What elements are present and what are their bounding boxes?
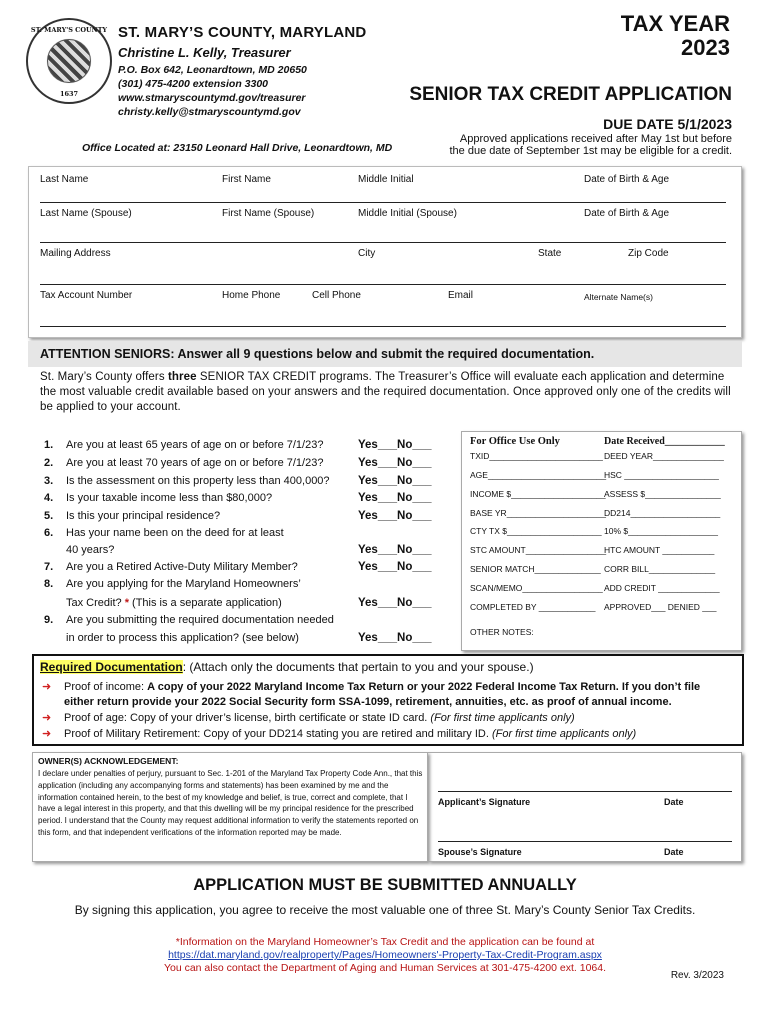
homeowner-credit-link[interactable]: https://dat.maryland.gov/realproperty/Pages/Homeowners'-Property-Tax-Credit-Program.aspx (168, 949, 602, 961)
tax-year-label: TAX YEAR (620, 11, 730, 36)
office-use-title: For Office Use Only (470, 436, 560, 447)
account-contact-field[interactable] (40, 326, 726, 327)
signature-box (428, 752, 742, 862)
aging-contact-info: You can also contact the Department of Aging and Human Services at 301-475-4200 ext. 1064. (163, 962, 607, 974)
phone-line: (301) 475-4200 extension 3300 (118, 78, 269, 90)
question-number: 9. (44, 614, 54, 626)
tax-year-value: 2023 (681, 35, 730, 61)
q9-yes-no[interactable]: Yes___No___ (358, 632, 432, 644)
question-number: 2. (44, 457, 54, 469)
last-name-label: Last Name (40, 174, 89, 185)
office-field-cty-tx: CTY TX $____________________ (470, 526, 602, 536)
late-approval-note (432, 133, 732, 157)
required-docs-instructions: : (Attach only the documents that pertain to you and your spouse.) (182, 660, 534, 674)
question-2 (44, 457, 323, 469)
office-location: Office Located at: 23150 Leonard Hall Drive, Leonardtown, MD (82, 142, 393, 154)
question-text: Has your name been on the deed for at least (66, 527, 284, 539)
agreement-text: By signing this application, you agree to receive the most valuable one of three St. Mary’s County Senior Tax Credits. (74, 903, 696, 917)
spouse-signature-label: Spouse’s Signature (438, 847, 522, 857)
question-8 (44, 578, 301, 590)
office-field-txid: TXID________________________ (470, 451, 603, 461)
question-8-cont (44, 597, 282, 609)
intro-paragraph (40, 370, 740, 415)
attention-banner (28, 341, 742, 367)
dob-label: Date of Birth & Age (584, 174, 670, 185)
question-number: 4. (44, 492, 54, 504)
spouse-signature-line[interactable] (438, 841, 732, 842)
page-title: SENIOR TAX CREDIT APPLICATION (409, 84, 732, 105)
question-text: in order to process this application? (see below) (66, 632, 299, 644)
question-7 (44, 561, 298, 573)
office-field-dd214: DD214___________________ (604, 508, 721, 518)
question-text: Is the assessment on this property less than 400,000? (66, 475, 330, 487)
due-date: DUE DATE 5/1/2023 (603, 116, 732, 132)
website-line: www.stmaryscountymd.gov/treasurer (118, 92, 306, 104)
question-6 (44, 527, 284, 539)
office-field-hsc: HSC ____________________ (604, 470, 719, 480)
question-number: 5. (44, 510, 54, 522)
address-line: P.O. Box 642, Leonardtown, MD 20650 (118, 64, 307, 76)
zip-label: Zip Code (628, 248, 669, 259)
revision-date: Rev. 3/2023 (670, 970, 724, 981)
spouse-date-label: Date (664, 847, 684, 857)
question-text: Are you submitting the required documentation needed (66, 614, 334, 626)
office-field-stc-amount: STC AMOUNT_________________ (470, 545, 607, 555)
question-6-cont (44, 544, 114, 556)
proof-age-item (42, 711, 575, 724)
office-field-scan-memo: SCAN/MEMO_________________ (470, 583, 603, 593)
office-field-htc-amount: HTC AMOUNT ___________ (604, 545, 715, 555)
office-field-deed-year: DEED YEAR_______________ (604, 451, 724, 461)
state-label: State (538, 248, 562, 259)
question-text: Is this your principal residence? (66, 510, 221, 522)
question-9 (44, 614, 334, 626)
intro-bold: three (167, 371, 197, 383)
applicant-signature-line[interactable] (438, 791, 732, 792)
attention-heading: ATTENTION SENIORS: Answer all 9 questions below and submit the required documentation. (40, 347, 595, 361)
date-received-field: Date Received____________ (604, 436, 725, 447)
question-text: Are you a Retired Active-Duty Military Member? (66, 561, 298, 573)
proof-income-text-2: either return provide your 2022 Social Security form SSA-1099, retirement, annuities, etc. as proof of annual income. (64, 696, 672, 708)
q1-yes-no[interactable]: Yes___No___ (358, 439, 432, 451)
q6-yes-no[interactable]: Yes___No___ (358, 544, 432, 556)
spouse-dob-label: Date of Birth & Age (584, 208, 670, 219)
homeowner-credit-info: *Information on the Maryland Homeowner’s Tax Credit and the application can be found at (175, 936, 595, 948)
question-text: Is your taxable income less than $80,000? (66, 492, 273, 504)
separate-app-star: * (124, 597, 129, 609)
question-5 (44, 510, 220, 522)
required-docs-heading: Required Documentation (40, 660, 183, 674)
q3-yes-no[interactable]: Yes___No___ (358, 475, 432, 487)
treasurer-name: Christine L. Kelly, Treasurer (118, 45, 291, 60)
question-number: 6. (44, 527, 54, 539)
proof-military-note: (For first time applicants only) (491, 728, 637, 740)
applicant-date-label: Date (664, 797, 684, 807)
q7-yes-no[interactable]: Yes___No___ (358, 561, 432, 573)
question-number: 7. (44, 561, 54, 573)
homeowner-credit-link-row (0, 949, 770, 961)
spouse-middle-initial-label: Middle Initial (Spouse) (358, 208, 457, 219)
office-field-senior-match: SENIOR MATCH______________ (470, 564, 601, 574)
proof-military-item (42, 727, 636, 740)
office-use-box (461, 431, 742, 651)
red-arrow-icon: ➜ (42, 681, 52, 693)
red-arrow-icon: ➜ (42, 728, 52, 740)
proof-income-item (42, 680, 700, 693)
proof-age-note: (For first time applicants only) (430, 712, 575, 724)
applicant-name-field[interactable] (40, 202, 726, 203)
city-label: City (358, 248, 376, 259)
question-number: 3. (44, 475, 54, 487)
owner-ack-title: OWNER(S) ACKNOWLEDGEMENT: (38, 756, 179, 766)
question-3 (44, 475, 330, 487)
proof-age-text: Proof of age: Copy of your driver’s license, birth certificate or state ID card. (64, 712, 431, 724)
late-approval-line-2: the due date of September 1st may be eligible for a credit. (449, 145, 732, 158)
seal-year-text: 1637 (59, 90, 79, 98)
owner-ack-text: I declare under penalties of perjury, pursuant to Sec. 1-201 of the Maryland Tax Property Code Ann., that this application (including any accompanying forms and statements) has been examined by me and the information contained herein, to the best of my knowledge and belief, is true, correct and complete, that I have a legal interest in this property, and that this dwelling will be my principal residence for the prescribed period. I understand that the County may request additional information to verify the statements reported on this form, and that independent verifications of the information reported may be made. (38, 769, 423, 838)
intro-text-rest: SENIOR TAX CREDIT programs. The Treasurer’s Office will evaluate each application and determine the most valuable credit available based on your answers and the required documentation. Once approved only one of the credits will be applied to your account. (40, 371, 731, 413)
address-field[interactable] (40, 284, 726, 285)
spouse-name-field[interactable] (40, 242, 726, 243)
email-label: Email (448, 290, 474, 301)
question-4 (44, 492, 272, 504)
tax-account-label: Tax Account Number (40, 290, 133, 301)
tax-year (621, 12, 730, 60)
spouse-last-name-label: Last Name (Spouse) (40, 208, 132, 219)
office-field-completed-by: COMPLETED BY ____________ (470, 602, 596, 612)
seal-top-text: ST. MARY'S COUNTY (30, 26, 108, 34)
separate-app-note: (This is a separate application) (128, 597, 282, 609)
office-field-income: INCOME $____________________ (470, 489, 606, 499)
proof-income-label: Proof of income: (64, 681, 148, 693)
office-field-ten-percent: 10% $___________________ (604, 526, 718, 536)
question-1 (44, 439, 323, 451)
submit-annually-heading: APPLICATION MUST BE SUBMITTED ANNUALLY (193, 876, 577, 894)
required-docs-title (40, 660, 534, 674)
office-field-base-yr: BASE YR_____________________ (470, 508, 606, 518)
question-9-cont (44, 632, 299, 644)
question-text: Are you at least 70 years of age on or before 7/1/23? (66, 457, 324, 469)
intro-text-start: St. Mary’s County offers (40, 371, 168, 383)
q5-yes-no[interactable]: Yes___No___ (358, 510, 432, 522)
office-field-corr-bill: CORR BILL______________ (604, 564, 716, 574)
question-number: 8. (44, 578, 54, 590)
question-number: 1. (44, 439, 54, 451)
mailing-address-label: Mailing Address (40, 248, 111, 259)
late-approval-line-1: Approved applications received after May 1st but before (459, 133, 732, 145)
county-name: ST. MARY’S COUNTY, MARYLAND (118, 24, 367, 41)
office-field-add-credit: ADD CREDIT _____________ (604, 583, 720, 593)
proof-military-text: Proof of Military Retirement: Copy of your DD214 stating you are retired and military ID. (64, 728, 492, 740)
cell-phone-label: Cell Phone (312, 290, 361, 301)
office-field-approved-denied: APPROVED___ DENIED ___ (604, 602, 717, 612)
office-field-assess: ASSESS $________________ (604, 489, 721, 499)
home-phone-label: Home Phone (222, 290, 281, 301)
office-other-notes: OTHER NOTES: (470, 627, 534, 637)
seal-shield-icon (47, 39, 91, 83)
question-text: Are you at least 65 years of age on or before 7/1/23? (66, 439, 324, 451)
applicant-signature-label: Applicant’s Signature (438, 797, 531, 807)
question-text: Tax Credit? (66, 597, 122, 609)
alternate-names-label: Alternate Name(s) (584, 292, 653, 302)
red-arrow-icon: ➜ (42, 712, 52, 724)
first-name-label: First Name (222, 174, 271, 185)
middle-initial-label: Middle Initial (358, 174, 414, 185)
q4-yes-no[interactable]: Yes___No___ (358, 492, 432, 504)
q8-yes-no[interactable]: Yes___No___ (358, 597, 432, 609)
office-field-age: AGE_________________________ (470, 470, 607, 480)
question-text: Are you applying for the Maryland Homeowners’ (66, 578, 301, 590)
proof-income-text: A copy of your 2022 Maryland Income Tax Return or your 2022 Federal Income Tax Return. If you don’t file (147, 681, 701, 693)
email-line: christy.kelly@stmaryscountymd.gov (118, 106, 301, 118)
county-seal-logo (26, 18, 112, 104)
q2-yes-no[interactable]: Yes___No___ (358, 457, 432, 469)
question-text: 40 years? (66, 544, 115, 556)
spouse-first-name-label: First Name (Spouse) (222, 208, 315, 219)
